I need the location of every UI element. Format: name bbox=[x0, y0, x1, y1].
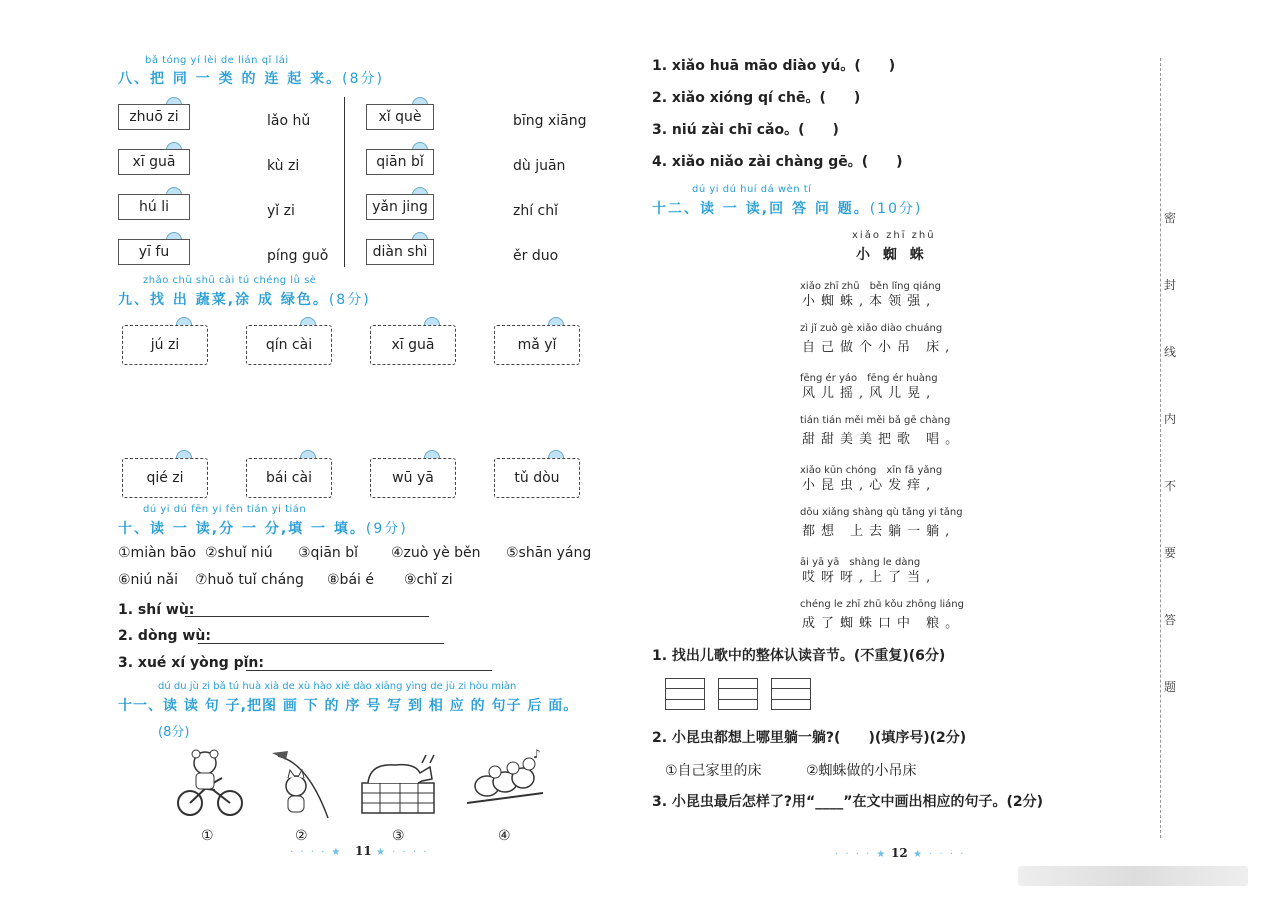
sec12-title: 十二、读 一 读,回 答 问 题。(10分) bbox=[652, 201, 923, 217]
word-card[interactable]: yǎn jing bbox=[366, 194, 434, 220]
page-number-left: 11 bbox=[355, 844, 372, 858]
word-item[interactable]: lǎo hǔ bbox=[267, 113, 311, 129]
word-card[interactable]: yī fu bbox=[118, 239, 190, 265]
poem-line: 小昆虫,心发痒, bbox=[802, 478, 937, 493]
seal-char: 密 bbox=[1164, 211, 1177, 225]
sentence-3: 3. niú zài chī cǎo。( ) bbox=[652, 122, 839, 138]
word-card[interactable]: qiān bǐ bbox=[366, 149, 434, 175]
picture-label: ② bbox=[295, 828, 308, 844]
vegetable-card[interactable]: mǎ yǐ bbox=[494, 325, 580, 365]
birds-singing-image bbox=[465, 748, 545, 820]
watermark-bar bbox=[1018, 866, 1248, 886]
question-2: 2. 小昆虫都想上哪里躺一躺?( )(填序号)(2分) bbox=[652, 730, 967, 746]
picture-label: ③ bbox=[392, 828, 405, 844]
seal-char: 不 bbox=[1164, 479, 1177, 493]
seal-line bbox=[1160, 58, 1161, 838]
question-3: 3. 小昆虫最后怎样了?用“____”在文中画出相应的句子。(2分) bbox=[652, 794, 1043, 810]
vegetable-card[interactable]: bái cài bbox=[246, 458, 332, 498]
seal-char: 题 bbox=[1164, 680, 1177, 694]
q-stationery: 3. xué xí yòng pǐn: bbox=[118, 655, 264, 671]
page-dots-right-a: · · · · ★ bbox=[835, 849, 888, 860]
option-item: ③qiān bǐ bbox=[298, 545, 359, 561]
sec11-score: (8分) bbox=[158, 725, 190, 740]
word-item[interactable]: bīng xiāng bbox=[513, 113, 587, 129]
picture-label: ① bbox=[201, 828, 214, 844]
word-item[interactable]: dù juān bbox=[513, 158, 566, 174]
page-dots-left-a: · · · · ★ bbox=[290, 847, 343, 858]
question-1: 1. 找出儿歌中的整体认读音节。(不重复)(6分) bbox=[652, 648, 946, 664]
q2-option-1: ①自己家里的床 bbox=[665, 763, 762, 779]
poem-line: 小蜘蛛,本领强, bbox=[802, 294, 937, 309]
vegetable-card[interactable]: xī guā bbox=[370, 325, 456, 365]
sec10-title: 十、读 一 读,分 一 分,填 一 填。(9分) bbox=[118, 521, 408, 537]
option-item: ⑦huǒ tuǐ cháng bbox=[195, 572, 304, 588]
vegetable-card[interactable]: tǔ dòu bbox=[494, 458, 580, 498]
seal-char: 内 bbox=[1164, 412, 1177, 426]
poem-title-pinyin: xiǎo zhī zhū bbox=[852, 230, 936, 241]
cat-fishing-image bbox=[268, 748, 338, 820]
poem-line-pinyin: āi yā yā shàng le dàng bbox=[800, 557, 921, 568]
page-dots-right-b: ★ · · · · bbox=[913, 849, 966, 860]
option-item: ①miàn bāo bbox=[118, 545, 197, 561]
poem-line: 风儿摇,风儿晃, bbox=[802, 386, 937, 401]
sec10-pinyin: dú yi dú fēn yi fēn tián yi tián bbox=[143, 504, 307, 515]
sec12-pinyin: dú yi dú huí dá wèn tí bbox=[692, 184, 812, 195]
word-card[interactable]: xǐ què bbox=[366, 104, 434, 130]
page-dots-left-b: ★ · · · · bbox=[376, 847, 429, 858]
word-card[interactable]: zhuō zi bbox=[118, 104, 190, 130]
option-item: ⑧bái é bbox=[327, 572, 374, 588]
answer-line-animal[interactable] bbox=[198, 643, 444, 644]
sentence-1: 1. xiǎo huā māo diào yú。( ) bbox=[652, 58, 896, 74]
seal-char: 封 bbox=[1164, 278, 1177, 292]
poem-line: 甜甜美美把歌 唱。 bbox=[802, 432, 965, 447]
poem-line-pinyin: xiǎo kūn chóng xīn fā yǎng bbox=[800, 465, 943, 476]
poem-line-pinyin: dōu xiǎng shàng qù tǎng yi tǎng bbox=[800, 507, 963, 518]
poem-line-pinyin: tián tián měi měi bǎ gē chàng bbox=[800, 415, 951, 426]
poem-line-pinyin: fēng ér yáo fēng ér huàng bbox=[800, 373, 938, 384]
sentence-2: 2. xiǎo xióng qí chē。( ) bbox=[652, 90, 861, 106]
seal-char: 答 bbox=[1164, 613, 1177, 627]
sec8-pinyin: bǎ tóng yí lèi de lián qǐ lái bbox=[145, 55, 289, 66]
cow-eating-grass-image bbox=[360, 745, 438, 817]
word-item[interactable]: píng guǒ bbox=[267, 248, 329, 264]
seal-char: 线 bbox=[1164, 345, 1177, 359]
word-card[interactable]: diàn shì bbox=[366, 239, 434, 265]
bear-on-bike-image bbox=[170, 748, 250, 820]
option-item: ④zuò yè běn bbox=[391, 545, 481, 561]
column-divider bbox=[344, 97, 345, 267]
poem-title: 小 蜘 蛛 bbox=[856, 247, 928, 263]
vegetable-card[interactable]: qín cài bbox=[246, 325, 332, 365]
word-item[interactable]: kù zi bbox=[267, 158, 300, 174]
poem-line: 哎呀呀,上了当, bbox=[802, 570, 937, 585]
page-number-right: 12 bbox=[891, 846, 908, 860]
answer-box-3[interactable] bbox=[771, 678, 811, 710]
word-card[interactable]: xī guā bbox=[118, 149, 190, 175]
vegetable-card[interactable]: jú zi bbox=[122, 325, 208, 365]
seal-char: 要 bbox=[1164, 546, 1177, 560]
q-animal: 2. dòng wù: bbox=[118, 628, 211, 644]
picture-label: ④ bbox=[498, 828, 511, 844]
poem-line: 成了蜘蛛口中 粮。 bbox=[802, 616, 965, 631]
poem-line-pinyin: chéng le zhī zhū kǒu zhōng liáng bbox=[800, 599, 964, 610]
sec11-title: 十一、读 读 句 子,把图 画 下 的 序 号 写 到 相 应 的 句子 后 面。 bbox=[118, 698, 579, 714]
vegetable-card[interactable]: qié zi bbox=[122, 458, 208, 498]
poem-line: 自己做个小吊 床, bbox=[802, 340, 956, 355]
sec8-title: 八、把 同 一 类 的 连 起 来。(8分) bbox=[118, 71, 384, 87]
sec9-pinyin: zhǎo chū shū cài tú chéng lǜ sè bbox=[143, 275, 317, 286]
word-card[interactable]: hú li bbox=[118, 194, 190, 220]
vegetable-card[interactable]: wū yā bbox=[370, 458, 456, 498]
option-item: ⑤shān yáng bbox=[506, 545, 592, 561]
answer-box-1[interactable] bbox=[665, 678, 705, 710]
sec9-title: 九、找 出 蔬菜,涂 成 绿色。(8分) bbox=[118, 292, 371, 308]
answer-line-stationery[interactable] bbox=[246, 670, 492, 671]
q-food: 1. shí wù: bbox=[118, 602, 195, 618]
option-item: ②shuǐ niú bbox=[205, 545, 273, 561]
word-item[interactable]: ěr duo bbox=[513, 248, 559, 264]
sentence-4: 4. xiǎo niǎo zài chàng gē。( ) bbox=[652, 154, 903, 170]
answer-line-food[interactable] bbox=[185, 616, 429, 617]
option-item: ⑥niú nǎi bbox=[118, 572, 178, 588]
q2-option-2: ②蜘蛛做的小吊床 bbox=[806, 763, 917, 779]
poem-line: 都想 上去躺一躺, bbox=[802, 524, 956, 539]
answer-box-2[interactable] bbox=[718, 678, 758, 710]
sec11-pinyin: dú du jù zi bǎ tú huà xià de xù hào xiě dào xiāng yìng de jù zi hòu miàn bbox=[158, 681, 517, 692]
option-item: ⑨chǐ zi bbox=[404, 572, 453, 588]
word-item[interactable]: yǐ zi bbox=[267, 203, 295, 219]
svg-text:♪: ♪ bbox=[533, 748, 541, 761]
poem-line-pinyin: zì jǐ zuò gè xiǎo diào chuáng bbox=[800, 323, 943, 334]
word-item[interactable]: zhí chǐ bbox=[513, 203, 559, 219]
poem-line-pinyin: xiǎo zhī zhū běn lǐng qiáng bbox=[800, 281, 941, 292]
